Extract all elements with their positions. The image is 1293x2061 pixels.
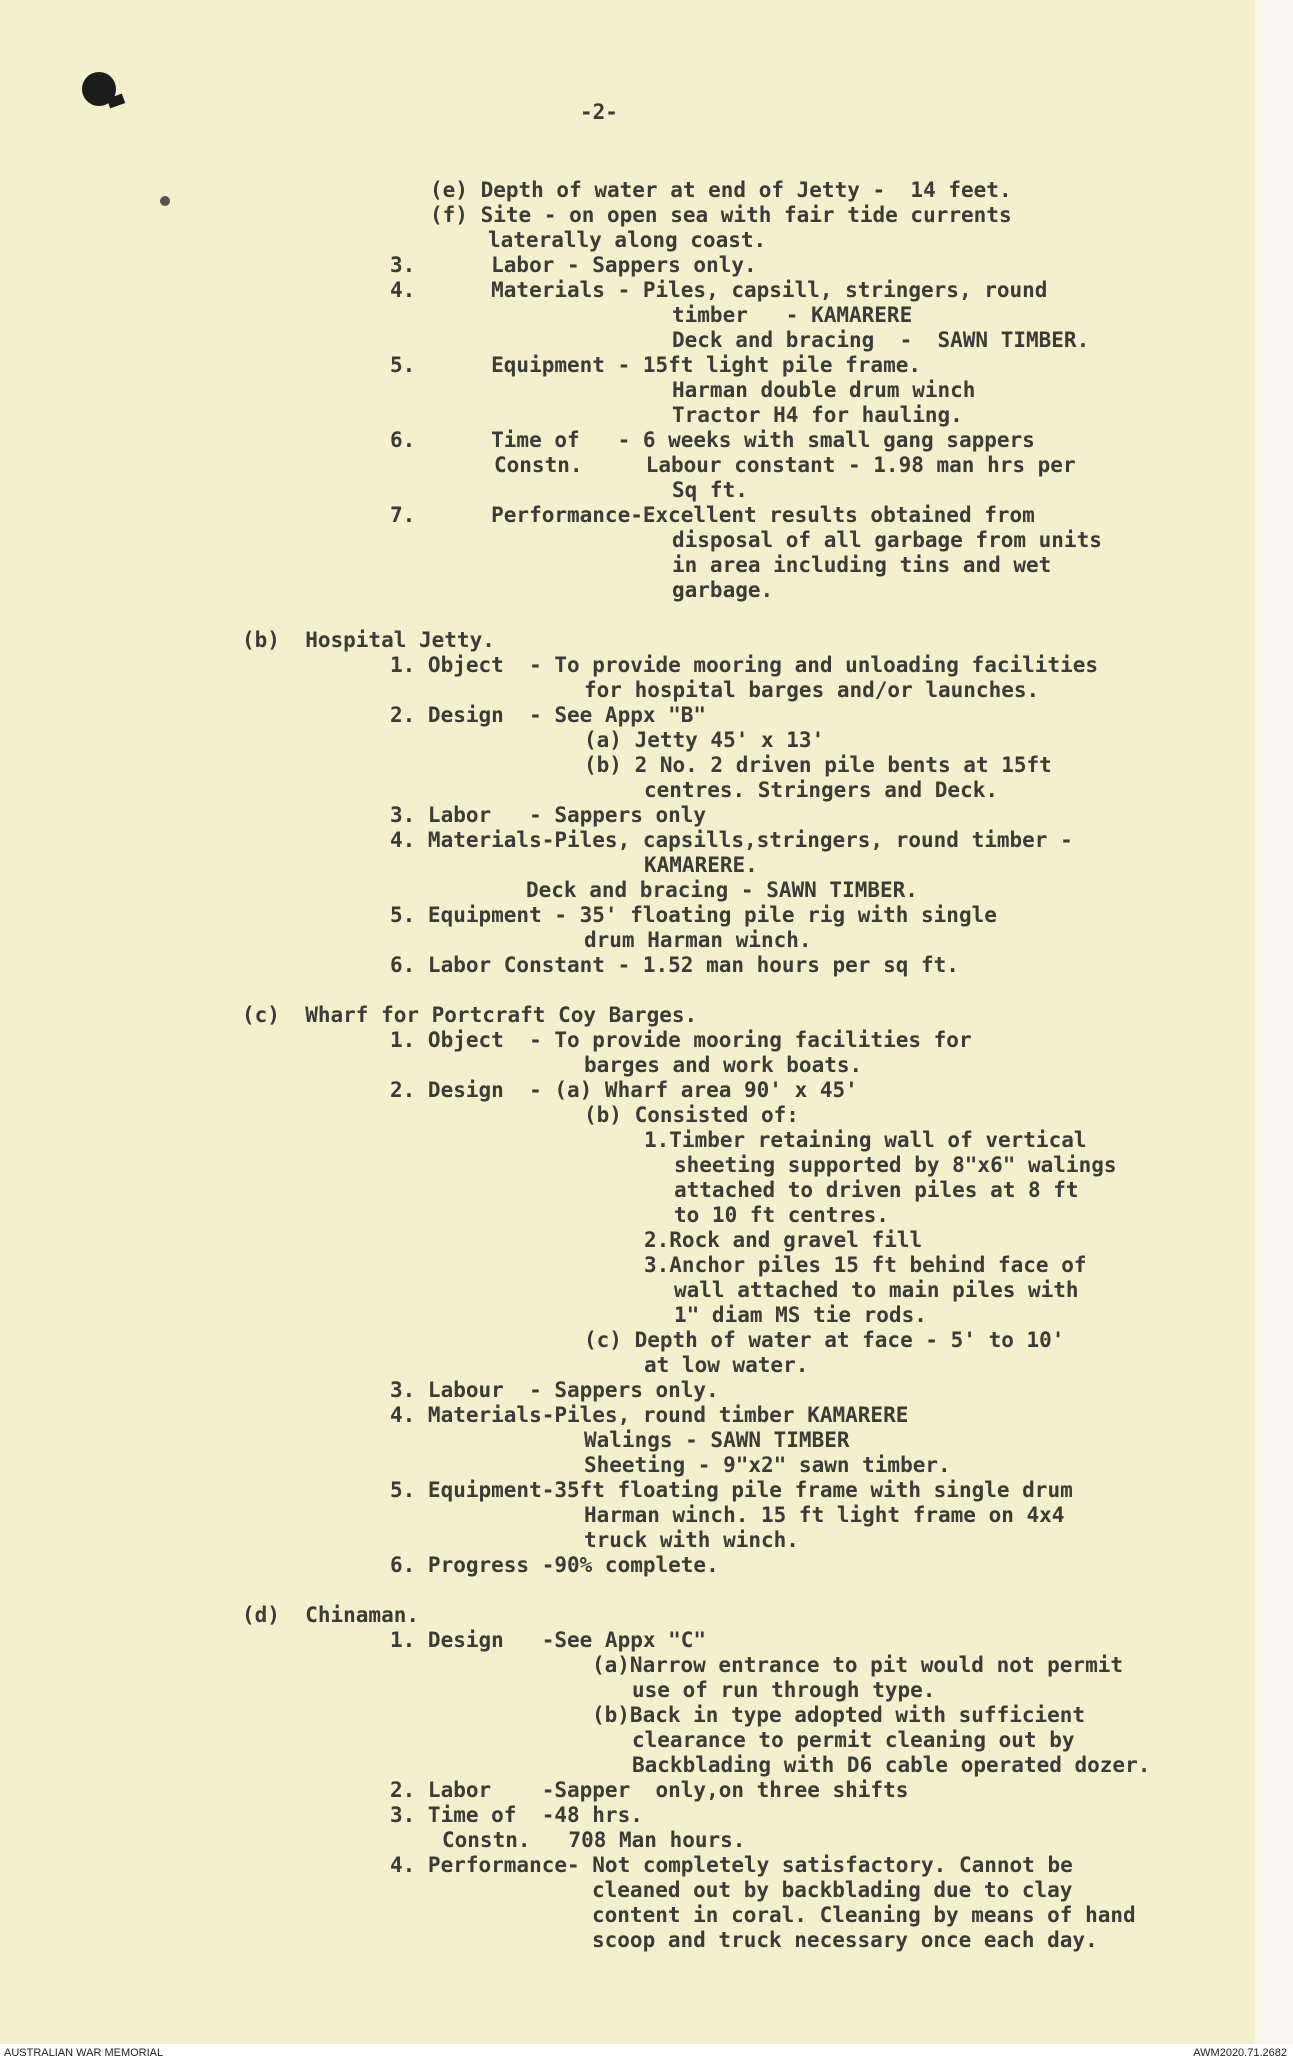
text-line: in area including tins and wet xyxy=(672,553,1052,577)
text-line: Deck and bracing - SAWN TIMBER. xyxy=(672,328,1090,352)
text-line: garbage. xyxy=(672,578,774,602)
text-line: (b) Hospital Jetty. xyxy=(242,628,495,652)
text-line: (e) Depth of water at end of Jetty - 14 feet. xyxy=(430,178,1012,202)
text-line: (b) 2 No. 2 driven pile bents at 15ft xyxy=(584,753,1052,777)
text-line: 5. Equipment-35ft floating pile frame with single drum xyxy=(390,1478,1073,1502)
text-line: (a) Jetty 45' x 13' xyxy=(584,728,825,752)
text-line: Sq ft. xyxy=(672,478,748,502)
text-line: 3. Labor - Sappers only. xyxy=(390,253,757,277)
text-line: Harman double drum winch xyxy=(672,378,976,402)
text-line: Harman winch. 15 ft light frame on 4x4 xyxy=(584,1503,1065,1527)
text-line: 4. Materials-Piles, capsills,stringers, round timber - xyxy=(390,828,1073,852)
text-line: 2. Design - See Appx "B" xyxy=(390,703,707,727)
text-line: KAMARERE. xyxy=(644,853,758,877)
text-line: 3.Anchor piles 15 ft behind face of xyxy=(644,1253,1087,1277)
text-line: (f) Site - on open sea with fair tide currents xyxy=(430,203,1012,227)
footer-institution: AUSTRALIAN WAR MEMORIAL xyxy=(4,2047,164,2059)
text-line: cleaned out by backblading due to clay xyxy=(592,1878,1073,1902)
text-line: sheeting supported by 8"x6" walings xyxy=(674,1153,1117,1177)
text-line: Constn. 708 Man hours. xyxy=(442,1828,746,1852)
text-line: 1. Object - To provide mooring and unloading facilities xyxy=(390,653,1099,677)
text-line: 7. Performance-Excellent results obtained from xyxy=(390,503,1035,527)
text-line: Backblading with D6 cable operated dozer. xyxy=(632,1753,1151,1777)
text-line: 6. Time of - 6 weeks with small gang sappers xyxy=(390,428,1035,452)
text-line: 2.Rock and gravel fill xyxy=(644,1228,923,1252)
page-edge xyxy=(1255,0,1293,2044)
text-line: Tractor H4 for hauling. xyxy=(672,403,963,427)
text-line: centres. Stringers and Deck. xyxy=(644,778,999,802)
text-line: laterally along coast. xyxy=(488,228,767,252)
text-line: 6. Labor Constant - 1.52 man hours per sq ft. xyxy=(390,953,959,977)
text-line: barges and work boats. xyxy=(584,1053,863,1077)
text-line: 3. Labour - Sappers only. xyxy=(390,1378,719,1402)
text-line: (d) Chinaman. xyxy=(242,1603,420,1627)
text-line: wall attached to main piles with xyxy=(674,1278,1079,1302)
text-line: disposal of all garbage from units xyxy=(672,528,1102,552)
footer-accession-number: AWM2020.71.2682 xyxy=(1193,2047,1287,2059)
text-line: 4. Performance- Not completely satisfactory. Cannot be xyxy=(390,1853,1073,1877)
text-line: drum Harman winch. xyxy=(584,928,812,952)
text-line: attached to driven piles at 8 ft xyxy=(674,1178,1079,1202)
text-line: Sheeting - 9"x2" sawn timber. xyxy=(584,1453,951,1477)
text-line: 1" diam MS tie rods. xyxy=(674,1303,927,1327)
text-line: (b) Consisted of: xyxy=(584,1103,799,1127)
text-line: (a)Narrow entrance to pit would not permit xyxy=(592,1653,1124,1677)
page-number: -2- xyxy=(580,100,618,124)
text-line: 1.Timber retaining wall of vertical xyxy=(644,1128,1087,1152)
text-line: clearance to permit cleaning out by xyxy=(632,1728,1075,1752)
text-line: 3. Time of -48 hrs. xyxy=(390,1803,643,1827)
text-line: at low water. xyxy=(644,1353,809,1377)
text-line: 6. Progress -90% complete. xyxy=(390,1553,719,1577)
text-line: (c) Depth of water at face - 5' to 10' xyxy=(584,1328,1065,1352)
text-line: (b)Back in type adopted with sufficient xyxy=(592,1703,1086,1727)
text-line: 2. Labor -Sapper only,on three shifts xyxy=(390,1778,909,1802)
text-line: Deck and bracing - SAWN TIMBER. xyxy=(526,878,918,902)
text-line: timber - KAMARERE xyxy=(672,303,913,327)
text-line: 2. Design - (a) Wharf area 90' x 45' xyxy=(390,1078,858,1102)
text-line: 5. Equipment - 35' floating pile rig with single xyxy=(390,903,997,927)
text-line: Constn. Labour constant - 1.98 man hrs per xyxy=(494,453,1076,477)
text-line: 1. Object - To provide mooring facilities for xyxy=(390,1028,972,1052)
text-line: 1. Design -See Appx "C" xyxy=(390,1628,707,1652)
text-line: (c) Wharf for Portcraft Coy Barges. xyxy=(242,1003,698,1027)
text-line: for hospital barges and/or launches. xyxy=(584,678,1040,702)
text-line: truck with winch. xyxy=(584,1528,799,1552)
text-line: content in coral. Cleaning by means of hand xyxy=(592,1903,1136,1927)
text-line: Walings - SAWN TIMBER xyxy=(584,1428,850,1452)
text-line: 4. Materials - Piles, capsill, stringers, round xyxy=(390,278,1048,302)
text-line: 5. Equipment - 15ft light pile frame. xyxy=(390,353,922,377)
text-line: 4. Materials-Piles, round timber KAMARERE xyxy=(390,1403,909,1427)
text-line: use of run through type. xyxy=(632,1678,936,1702)
text-line: scoop and truck necessary once each day. xyxy=(592,1928,1098,1952)
text-line: 3. Labor - Sappers only xyxy=(390,803,707,827)
text-line: to 10 ft centres. xyxy=(674,1203,889,1227)
